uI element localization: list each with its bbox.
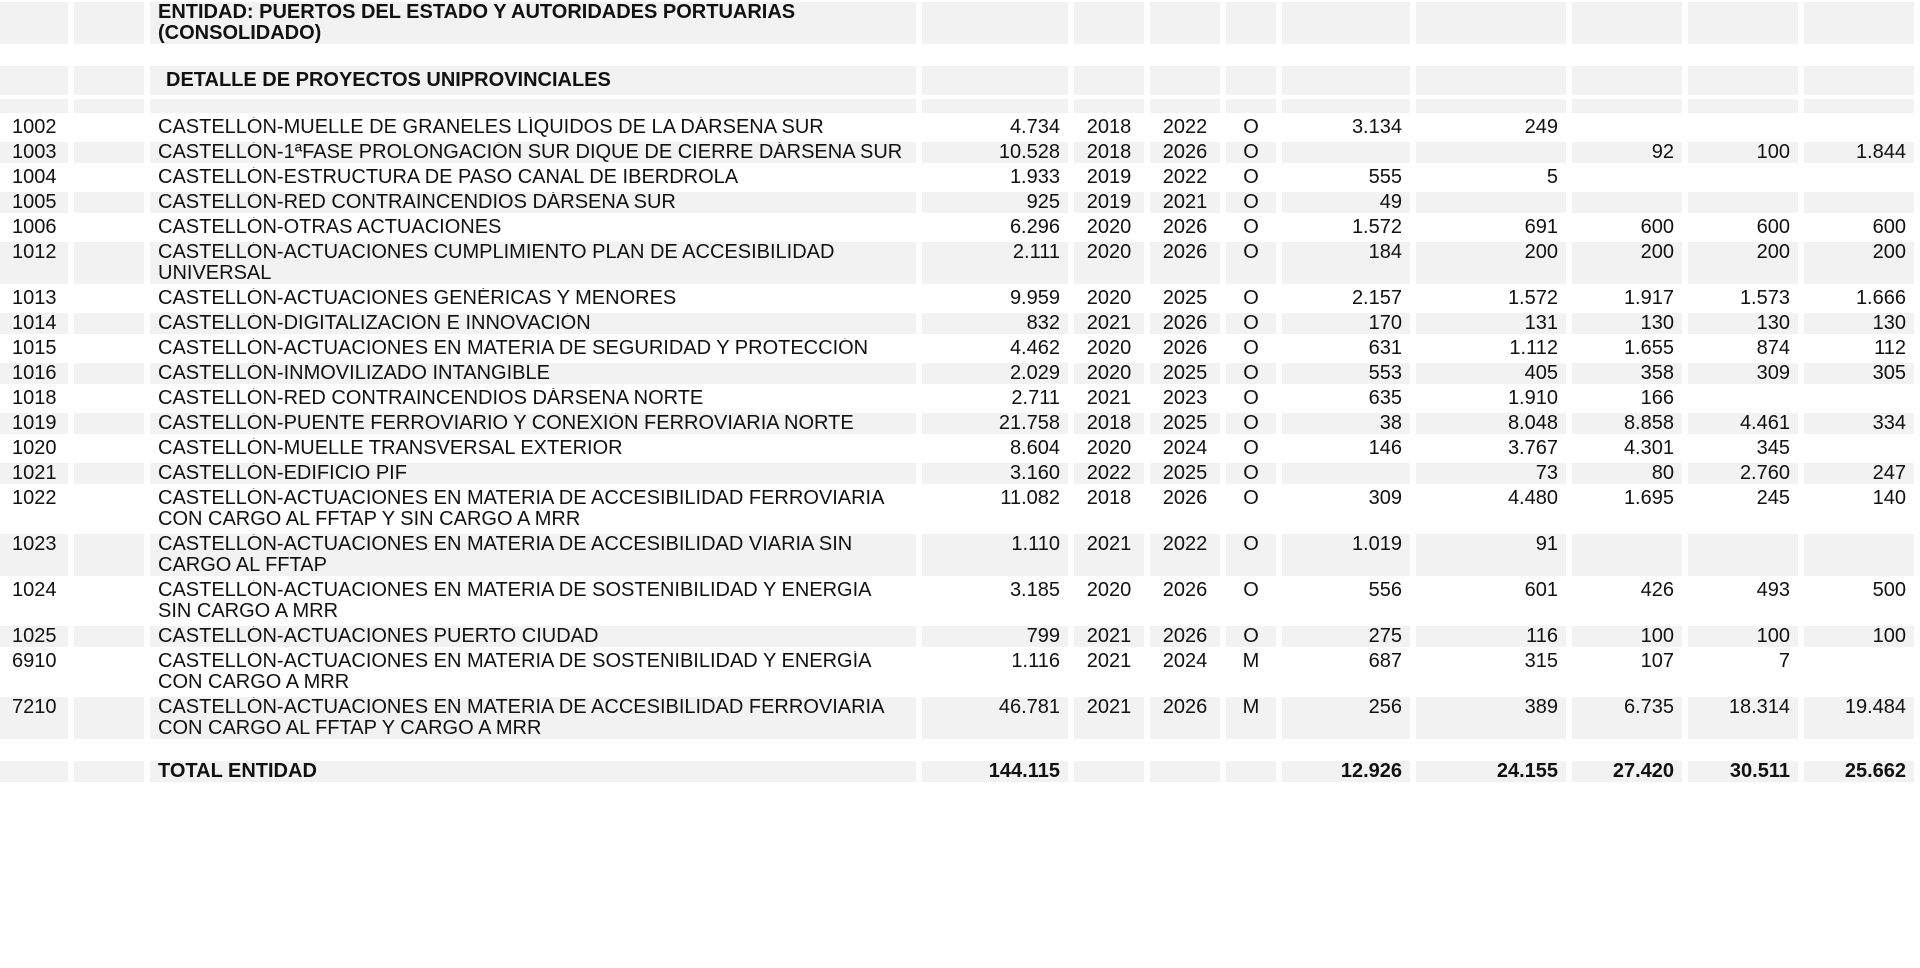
- amount-col-1: 556: [1282, 580, 1410, 622]
- amount-col-4: 245: [1688, 488, 1798, 530]
- section-header-row: [0, 66, 1914, 95]
- end-year: 2026: [1150, 488, 1220, 530]
- total-cost: 1.110: [922, 534, 1068, 576]
- total-cost: 8.604: [922, 438, 1068, 459]
- start-year: 2021: [1074, 651, 1144, 693]
- amount-col-3: 1.695: [1572, 488, 1682, 530]
- total-col-4: 30.511: [1688, 761, 1798, 782]
- table-row: [0, 217, 1914, 238]
- total-cost: 9.959: [922, 288, 1068, 309]
- amount-col-2: 5: [1416, 167, 1566, 188]
- end-year: 2022: [1150, 117, 1220, 138]
- empty-cell: [1074, 2, 1144, 44]
- project-description: CASTELLÓN-1ªFASE PROLONGACIÓN SUR DIQUE DE CIERRE DÁRSENA SUR: [150, 142, 916, 163]
- end-year: 2022: [1150, 167, 1220, 188]
- project-code: 1003: [0, 142, 68, 163]
- project-type: O: [1226, 363, 1276, 384]
- amount-col-3: 92: [1572, 142, 1682, 163]
- total-cost: 3.185: [922, 580, 1068, 622]
- table-row: [0, 288, 1914, 309]
- table-row: [0, 363, 1914, 384]
- amount-col-2: 1.572: [1416, 288, 1566, 309]
- amount-col-5: 1.844: [1804, 142, 1914, 163]
- empty-cell: [922, 2, 1068, 44]
- empty-cell: [1150, 2, 1220, 44]
- amount-col-3: 1.917: [1572, 288, 1682, 309]
- total-cost: 4.734: [922, 117, 1068, 138]
- empty-cell: [1688, 2, 1798, 44]
- amount-col-5: 200: [1804, 242, 1914, 284]
- amount-col-5: [1804, 117, 1914, 138]
- table-row: [0, 388, 1914, 409]
- amount-col-4: [1688, 167, 1798, 188]
- total-cost: 6.296: [922, 217, 1068, 238]
- total-col-1: 12.926: [1282, 761, 1410, 782]
- amount-col-1: 631: [1282, 338, 1410, 359]
- spacer-row: [0, 48, 1914, 62]
- amount-col-1: 1.019: [1282, 534, 1410, 576]
- project-code: 1012: [0, 242, 68, 284]
- end-year: 2026: [1150, 217, 1220, 238]
- empty-cell: [74, 626, 144, 647]
- empty-cell: [74, 288, 144, 309]
- project-description: CASTELLÓN-ACTUACIONES EN MATERIA DE ACCESIBILIDAD VIARIA SIN CARGO AL FFTAP: [150, 534, 916, 576]
- project-description: CASTELLÓN-ESTRUCTURA DE PASO CANAL DE IBERDROLA: [150, 167, 916, 188]
- amount-col-4: [1688, 534, 1798, 576]
- empty-cell: [0, 2, 68, 44]
- start-year: 2019: [1074, 192, 1144, 213]
- project-code: 1015: [0, 338, 68, 359]
- amount-col-4: 100: [1688, 626, 1798, 647]
- total-cost: 832: [922, 313, 1068, 334]
- end-year: 2026: [1150, 242, 1220, 284]
- total-cost: 2.711: [922, 388, 1068, 409]
- total-cost: 46.781: [922, 697, 1068, 739]
- amount-col-2: [1416, 142, 1566, 163]
- amount-col-2: 3.767: [1416, 438, 1566, 459]
- table-row: [0, 626, 1914, 647]
- project-type: O: [1226, 142, 1276, 163]
- end-year: 2026: [1150, 313, 1220, 334]
- start-year: 2021: [1074, 388, 1144, 409]
- project-code: 6910: [0, 651, 68, 693]
- amount-col-2: 200: [1416, 242, 1566, 284]
- amount-col-5: 112: [1804, 338, 1914, 359]
- project-type: O: [1226, 242, 1276, 284]
- amount-col-1: 687: [1282, 651, 1410, 693]
- amount-col-1: 146: [1282, 438, 1410, 459]
- amount-col-3: [1572, 534, 1682, 576]
- amount-col-5: 600: [1804, 217, 1914, 238]
- amount-col-5: [1804, 651, 1914, 693]
- amount-col-1: 256: [1282, 697, 1410, 739]
- start-year: 2020: [1074, 580, 1144, 622]
- amount-col-5: 140: [1804, 488, 1914, 530]
- start-year: 2021: [1074, 534, 1144, 576]
- empty-cell: [74, 413, 144, 434]
- total-cost: 3.160: [922, 463, 1068, 484]
- empty-cell: [0, 761, 68, 782]
- table-row: [0, 488, 1914, 530]
- project-type: O: [1226, 488, 1276, 530]
- project-description: CASTELLÓN-PUENTE FERROVIARIO Y CONEXIÓN FERROVIARIA NORTE: [150, 413, 916, 434]
- project-description: CASTELLÓN-ACTUACIONES PUERTO CIUDAD: [150, 626, 916, 647]
- project-description: CASTELLÓN-RED CONTRAINCENDIOS DÁRSENA SUR: [150, 192, 916, 213]
- start-year: 2020: [1074, 242, 1144, 284]
- project-description: CASTELLÓN-ACTUACIONES EN MATERIA DE SEGURIDAD Y PROTECCIÓN: [150, 338, 916, 359]
- amount-col-2: 249: [1416, 117, 1566, 138]
- amount-col-4: 600: [1688, 217, 1798, 238]
- project-description: CASTELLÓN-DIGITALIZACIÓN E INNOVACIÓN: [150, 313, 916, 334]
- table-row: [0, 580, 1914, 622]
- amount-col-4: 130: [1688, 313, 1798, 334]
- project-code: 1002: [0, 117, 68, 138]
- table-row: [0, 697, 1914, 739]
- project-type: O: [1226, 580, 1276, 622]
- amount-col-3: 8.858: [1572, 413, 1682, 434]
- empty-cell: [74, 2, 144, 44]
- empty-cell: [0, 66, 68, 95]
- project-type: O: [1226, 438, 1276, 459]
- amount-col-2: 1.112: [1416, 338, 1566, 359]
- project-code: 1024: [0, 580, 68, 622]
- table-row: [0, 242, 1914, 284]
- empty-cell: [1572, 2, 1682, 44]
- empty-cell: [1282, 2, 1410, 44]
- empty-cell: [1416, 2, 1566, 44]
- amount-col-1: 38: [1282, 413, 1410, 434]
- amount-col-1: 553: [1282, 363, 1410, 384]
- end-year: 2023: [1150, 388, 1220, 409]
- amount-col-5: 247: [1804, 463, 1914, 484]
- start-year: 2020: [1074, 438, 1144, 459]
- amount-col-5: 1.666: [1804, 288, 1914, 309]
- start-year: 2022: [1074, 463, 1144, 484]
- spacer-row: [0, 99, 1914, 113]
- project-description: CASTELLÓN-MUELLE DE GRANELES LÍQUIDOS DE LA DÁRSENA SUR: [150, 117, 916, 138]
- total-col-2: 24.155: [1416, 761, 1566, 782]
- total-cost: 4.462: [922, 338, 1068, 359]
- total-cost: 2.029: [922, 363, 1068, 384]
- empty-cell: [74, 580, 144, 622]
- project-code: 1004: [0, 167, 68, 188]
- empty-cell: [1074, 761, 1144, 782]
- amount-col-1: 184: [1282, 242, 1410, 284]
- end-year: 2026: [1150, 338, 1220, 359]
- project-code: 1022: [0, 488, 68, 530]
- start-year: 2020: [1074, 217, 1144, 238]
- amount-col-5: 130: [1804, 313, 1914, 334]
- amount-col-2: 1.910: [1416, 388, 1566, 409]
- project-description: CASTELLÓN-ACTUACIONES EN MATERIA DE SOSTENIBILIDAD Y ENERGÍA CON CARGO A MRR: [150, 651, 916, 693]
- amount-col-1: 170: [1282, 313, 1410, 334]
- total-cost: 21.758: [922, 413, 1068, 434]
- amount-col-2: 405: [1416, 363, 1566, 384]
- table-row: [0, 117, 1914, 138]
- amount-col-5: [1804, 534, 1914, 576]
- amount-col-2: 116: [1416, 626, 1566, 647]
- entity-header-row: [0, 2, 1914, 44]
- project-type: O: [1226, 217, 1276, 238]
- amount-col-4: [1688, 117, 1798, 138]
- amount-col-3: 6.735: [1572, 697, 1682, 739]
- amount-col-4: 874: [1688, 338, 1798, 359]
- table-row: [0, 438, 1914, 459]
- total-col-3: 27.420: [1572, 761, 1682, 782]
- empty-cell: [74, 217, 144, 238]
- project-description: CASTELLÓN-ACTUACIONES EN MATERIA DE ACCESIBILIDAD FERROVIARIA CON CARGO AL FFTAP Y CARGO A MRR: [150, 697, 916, 739]
- project-type: O: [1226, 167, 1276, 188]
- start-year: 2020: [1074, 288, 1144, 309]
- amount-col-4: 7: [1688, 651, 1798, 693]
- empty-cell: [1804, 2, 1914, 44]
- amount-col-3: 4.301: [1572, 438, 1682, 459]
- amount-col-3: 426: [1572, 580, 1682, 622]
- start-year: 2021: [1074, 626, 1144, 647]
- empty-cell: [74, 651, 144, 693]
- start-year: 2020: [1074, 338, 1144, 359]
- project-type: O: [1226, 463, 1276, 484]
- project-description: CASTELLÓN-ACTUACIONES EN MATERIA DE ACCESIBILIDAD FERROVIARIA CON CARGO AL FFTAP Y SIN CARGO A MRR: [150, 488, 916, 530]
- amount-col-3: 130: [1572, 313, 1682, 334]
- amount-col-1: 555: [1282, 167, 1410, 188]
- project-description: CASTELLÓN-ACTUACIONES EN MATERIA DE SOSTENIBILIDAD Y ENERGIA SIN CARGO A MRR: [150, 580, 916, 622]
- total-cost: 144.115: [922, 761, 1068, 782]
- empty-cell: [74, 363, 144, 384]
- total-cost: 1.933: [922, 167, 1068, 188]
- empty-cell: [74, 142, 144, 163]
- amount-col-2: 389: [1416, 697, 1566, 739]
- amount-col-1: 309: [1282, 488, 1410, 530]
- amount-col-3: 100: [1572, 626, 1682, 647]
- table-row: [0, 338, 1914, 359]
- empty-cell: [74, 117, 144, 138]
- project-type: O: [1226, 626, 1276, 647]
- amount-col-4: 1.573: [1688, 288, 1798, 309]
- amount-col-4: 18.314: [1688, 697, 1798, 739]
- amount-col-1: 3.134: [1282, 117, 1410, 138]
- project-code: 7210: [0, 697, 68, 739]
- project-description: CASTELLÓN-ACTUACIONES CUMPLIMIENTO PLAN DE ACCESIBILIDAD UNIVERSAL: [150, 242, 916, 284]
- amount-col-5: [1804, 388, 1914, 409]
- table-row: [0, 167, 1914, 188]
- amount-col-5: 334: [1804, 413, 1914, 434]
- amount-col-4: 493: [1688, 580, 1798, 622]
- end-year: 2026: [1150, 142, 1220, 163]
- start-year: 2021: [1074, 697, 1144, 739]
- amount-col-1: [1282, 142, 1410, 163]
- amount-col-3: 80: [1572, 463, 1682, 484]
- project-type: M: [1226, 697, 1276, 739]
- spacer-row: [0, 743, 1914, 757]
- amount-col-4: [1688, 192, 1798, 213]
- total-cost: 925: [922, 192, 1068, 213]
- amount-col-1: 275: [1282, 626, 1410, 647]
- project-type: O: [1226, 388, 1276, 409]
- amount-col-2: 601: [1416, 580, 1566, 622]
- amount-col-2: 91: [1416, 534, 1566, 576]
- amount-col-2: 73: [1416, 463, 1566, 484]
- end-year: 2022: [1150, 534, 1220, 576]
- empty-cell: [74, 761, 144, 782]
- project-type: O: [1226, 288, 1276, 309]
- start-year: 2021: [1074, 313, 1144, 334]
- end-year: 2024: [1150, 651, 1220, 693]
- project-code: 1013: [0, 288, 68, 309]
- amount-col-2: 691: [1416, 217, 1566, 238]
- project-type: O: [1226, 534, 1276, 576]
- total-cost: 2.111: [922, 242, 1068, 284]
- amount-col-5: [1804, 167, 1914, 188]
- amount-col-4: [1688, 388, 1798, 409]
- amount-col-4: 345: [1688, 438, 1798, 459]
- amount-col-3: 200: [1572, 242, 1682, 284]
- table-row: [0, 651, 1914, 693]
- empty-cell: [74, 167, 144, 188]
- end-year: 2026: [1150, 626, 1220, 647]
- project-code: 1019: [0, 413, 68, 434]
- amount-col-1: 49: [1282, 192, 1410, 213]
- end-year: 2025: [1150, 288, 1220, 309]
- project-code: 1005: [0, 192, 68, 213]
- project-type: O: [1226, 338, 1276, 359]
- empty-cell: [1150, 761, 1220, 782]
- amount-col-2: [1416, 192, 1566, 213]
- end-year: 2026: [1150, 580, 1220, 622]
- empty-cell: [74, 242, 144, 284]
- amount-col-5: [1804, 438, 1914, 459]
- amount-col-3: 358: [1572, 363, 1682, 384]
- end-year: 2025: [1150, 463, 1220, 484]
- start-year: 2018: [1074, 488, 1144, 530]
- end-year: 2026: [1150, 697, 1220, 739]
- start-year: 2018: [1074, 142, 1144, 163]
- amount-col-5: 19.484: [1804, 697, 1914, 739]
- table-row: [0, 192, 1914, 213]
- project-description: CASTELLÓN-EDIFICIO PIF: [150, 463, 916, 484]
- empty-cell: [74, 438, 144, 459]
- start-year: 2020: [1074, 363, 1144, 384]
- empty-cell: [74, 66, 144, 95]
- amount-col-5: 100: [1804, 626, 1914, 647]
- project-code: 1006: [0, 217, 68, 238]
- table-row: [0, 313, 1914, 334]
- amount-col-3: 166: [1572, 388, 1682, 409]
- end-year: 2025: [1150, 363, 1220, 384]
- amount-col-5: [1804, 192, 1914, 213]
- amount-col-3: [1572, 192, 1682, 213]
- project-description: CASTELLÓN-RED CONTRAINCENDIOS DÁRSENA NORTE: [150, 388, 916, 409]
- amount-col-1: 635: [1282, 388, 1410, 409]
- total-row: [0, 761, 1914, 782]
- amount-col-4: 200: [1688, 242, 1798, 284]
- table-row: [0, 413, 1914, 434]
- amount-col-4: 2.760: [1688, 463, 1798, 484]
- project-description: CASTELLÓN-INMOVILIZADO INTANGIBLE: [150, 363, 916, 384]
- project-code: 1014: [0, 313, 68, 334]
- amount-col-4: 309: [1688, 363, 1798, 384]
- table-row: [0, 534, 1914, 576]
- start-year: 2018: [1074, 413, 1144, 434]
- empty-cell: [1226, 761, 1276, 782]
- empty-cell: [1226, 2, 1276, 44]
- empty-cell: [74, 488, 144, 530]
- empty-cell: [74, 192, 144, 213]
- project-type: O: [1226, 313, 1276, 334]
- end-year: 2024: [1150, 438, 1220, 459]
- project-code: 1025: [0, 626, 68, 647]
- empty-cell: [74, 313, 144, 334]
- project-description: CASTELLÓN-MUELLE TRANSVERSAL EXTERIOR: [150, 438, 916, 459]
- amount-col-4: 100: [1688, 142, 1798, 163]
- table-body: [0, 2, 1914, 782]
- amount-col-4: 4.461: [1688, 413, 1798, 434]
- section-title: DETALLE DE PROYECTOS UNIPROVINCIALES: [150, 66, 916, 95]
- amount-col-5: 305: [1804, 363, 1914, 384]
- empty-cell: [74, 463, 144, 484]
- project-type: O: [1226, 117, 1276, 138]
- table-row: [0, 463, 1914, 484]
- start-year: 2019: [1074, 167, 1144, 188]
- amount-col-2: 131: [1416, 313, 1566, 334]
- amount-col-3: 600: [1572, 217, 1682, 238]
- amount-col-3: 1.655: [1572, 338, 1682, 359]
- amount-col-3: [1572, 167, 1682, 188]
- project-code: 1020: [0, 438, 68, 459]
- start-year: 2018: [1074, 117, 1144, 138]
- amount-col-1: 2.157: [1282, 288, 1410, 309]
- project-code: 1016: [0, 363, 68, 384]
- project-description: CASTELLÓN-OTRAS ACTUACIONES: [150, 217, 916, 238]
- amount-col-2: 315: [1416, 651, 1566, 693]
- empty-cell: [74, 338, 144, 359]
- amount-col-1: 1.572: [1282, 217, 1410, 238]
- project-code: 1021: [0, 463, 68, 484]
- project-description: CASTELLÓN-ACTUACIONES GENÉRICAS Y MENORES: [150, 288, 916, 309]
- amount-col-2: 8.048: [1416, 413, 1566, 434]
- total-cost: 799: [922, 626, 1068, 647]
- project-code: 1023: [0, 534, 68, 576]
- amount-col-2: 4.480: [1416, 488, 1566, 530]
- total-label: TOTAL ENTIDAD: [150, 761, 916, 782]
- total-cost: 1.116: [922, 651, 1068, 693]
- amount-col-3: 107: [1572, 651, 1682, 693]
- project-type: O: [1226, 192, 1276, 213]
- amount-col-1: [1282, 463, 1410, 484]
- empty-cell: [74, 697, 144, 739]
- amount-col-5: 500: [1804, 580, 1914, 622]
- empty-cell: [74, 534, 144, 576]
- table-row: [0, 142, 1914, 163]
- empty-cell: [74, 388, 144, 409]
- end-year: 2021: [1150, 192, 1220, 213]
- total-cost: 11.082: [922, 488, 1068, 530]
- total-cost: 10.528: [922, 142, 1068, 163]
- end-year: 2025: [1150, 413, 1220, 434]
- total-col-5: 25.662: [1804, 761, 1914, 782]
- project-type: M: [1226, 651, 1276, 693]
- project-code: 1018: [0, 388, 68, 409]
- entity-title: ENTIDAD: PUERTOS DEL ESTADO Y AUTORIDADES PORTUARIAS (CONSOLIDADO): [150, 2, 916, 44]
- project-type: O: [1226, 413, 1276, 434]
- amount-col-3: [1572, 117, 1682, 138]
